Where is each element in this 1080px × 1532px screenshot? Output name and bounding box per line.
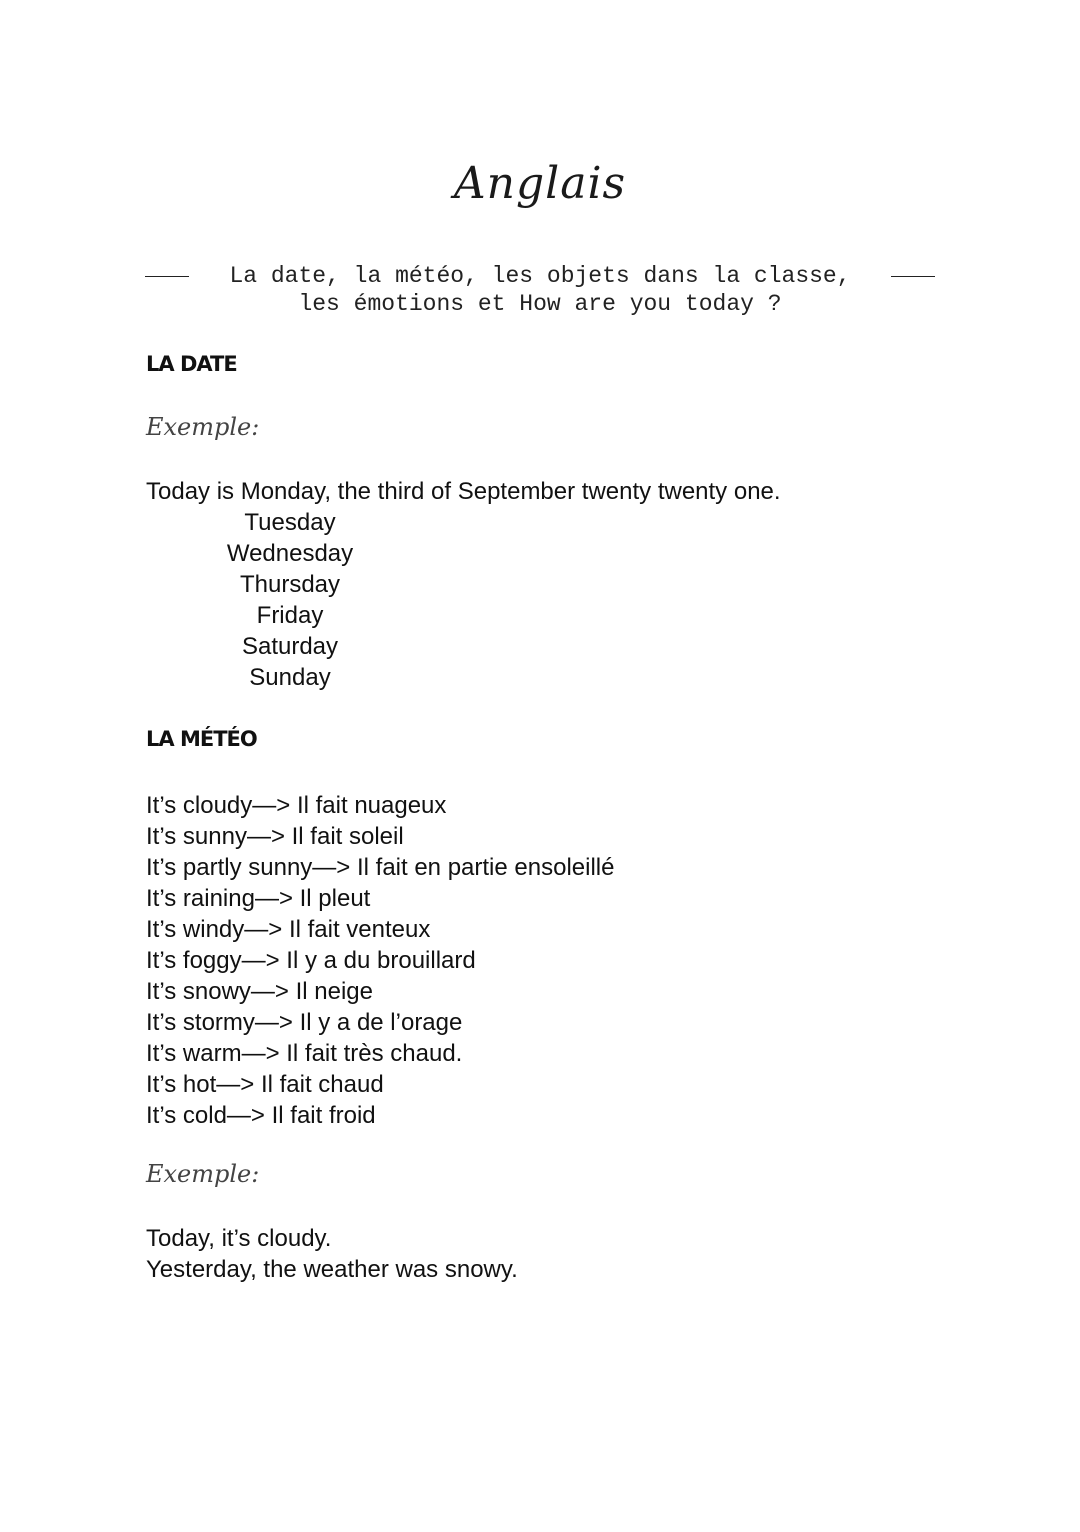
subtitle-line-1 <box>145 262 935 290</box>
list-item: It’s cold—> Il fait froid <box>146 1102 376 1129</box>
date-example-label: Exemple: <box>146 413 260 441</box>
list-item: It’s cloudy—> Il fait nuageux <box>146 792 447 819</box>
subtitle-line-1-text: La date, la météo, les objets dans la classe, <box>229 263 851 289</box>
weather-list <box>146 790 614 1131</box>
list-item: It’s stormy—> Il y a de l’orage <box>146 1009 463 1036</box>
list-item: It’s warm—> Il fait très chaud. <box>146 1040 463 1067</box>
list-item: Wednesday <box>226 540 354 567</box>
days-list <box>220 507 360 693</box>
list-item: It’s partly sunny—> Il fait en partie ensoleillé <box>146 854 615 881</box>
list-item: It’s snowy—> Il neige <box>146 978 374 1005</box>
list-item: Yesterday, the weather was snowy. <box>146 1256 518 1283</box>
date-heading: LA DATE <box>146 352 237 376</box>
list-item: It’s hot—> Il fait chaud <box>146 1071 384 1098</box>
list-item: Tuesday <box>244 509 336 536</box>
date-example-sentence: Today is Monday, the third of September twenty twenty one. <box>146 478 781 505</box>
weather-examples <box>146 1223 518 1285</box>
right-rule <box>891 276 935 277</box>
list-item: It’s sunny—> Il fait soleil <box>146 823 404 850</box>
list-item: It’s foggy—> Il y a du brouillard <box>146 947 476 974</box>
weather-example-label: Exemple: <box>146 1160 260 1188</box>
list-item: Saturday <box>241 633 339 660</box>
subtitle <box>145 262 935 318</box>
weather-heading: LA MÉTÉO <box>146 727 257 751</box>
list-item: Today, it’s cloudy. <box>146 1225 332 1252</box>
list-item: Thursday <box>239 571 341 598</box>
list-item: Friday <box>256 602 324 629</box>
subtitle-line-2-text: les émotions et How are you today ? <box>298 291 782 317</box>
list-item: Sunday <box>249 664 331 691</box>
left-rule <box>145 276 189 277</box>
list-item: It’s raining—> Il pleut <box>146 885 371 912</box>
page-title: Anglais <box>453 158 627 209</box>
list-item: It’s windy—> Il fait venteux <box>146 916 431 943</box>
